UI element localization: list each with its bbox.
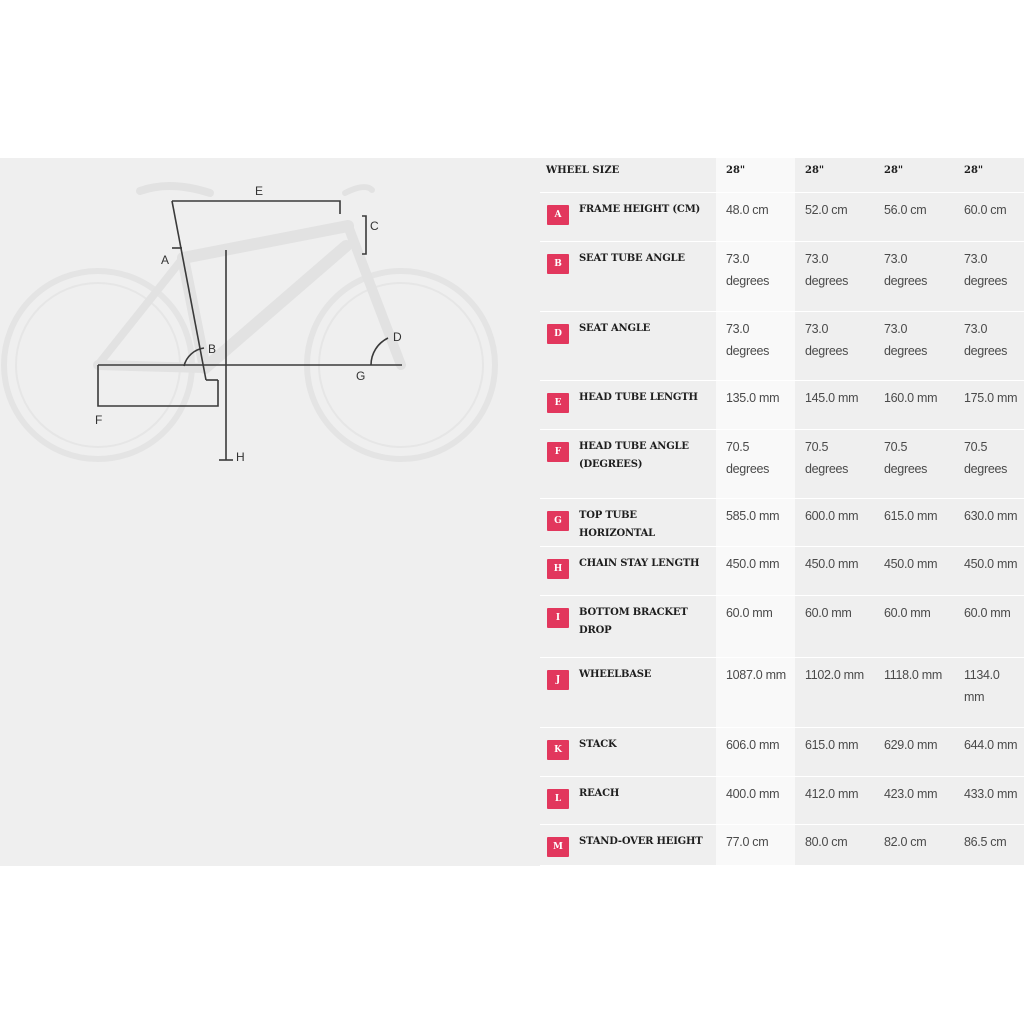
table-row: [540, 776, 1024, 824]
row-value-cell: [716, 192, 795, 241]
row-badge: A: [547, 205, 569, 225]
wheel-size-col-3: 28": [874, 158, 954, 192]
row-value-cell: [716, 311, 795, 380]
row-value-cell: [874, 192, 954, 241]
wheel-size-col-2: 28": [795, 158, 874, 192]
row-value-cell: [716, 776, 795, 824]
wheel-size-col-4: 28": [954, 158, 1024, 192]
row-value: 615.0 mm: [884, 508, 938, 523]
row-value: 644.0 mm: [964, 737, 1018, 752]
row-value: 60.0 mm: [726, 605, 773, 620]
row-value: 70.5 degrees: [964, 439, 1008, 476]
row-label-cell: [540, 192, 716, 241]
row-value-cell: [954, 241, 1024, 311]
diagram-label-c: C: [370, 219, 379, 233]
row-value: 56.0 cm: [884, 202, 927, 217]
row-value-cell: [795, 776, 874, 824]
row-value: 86.5 cm: [964, 834, 1007, 849]
row-badge: H: [547, 559, 569, 579]
row-label: WHEELBASE: [579, 668, 652, 680]
row-value-cell: [874, 595, 954, 657]
row-value-cell: [795, 498, 874, 546]
row-value-cell: [874, 776, 954, 824]
bike-geometry-diagram: [0, 158, 520, 488]
row-value: 70.5 degrees: [726, 439, 770, 476]
row-value: 160.0 mm: [884, 390, 938, 405]
row-label-cell: [540, 429, 716, 498]
row-value: 48.0 cm: [726, 202, 769, 217]
bike-diagram-svg: [0, 158, 520, 488]
row-value: 450.0 mm: [884, 556, 938, 571]
row-badge: F: [547, 442, 569, 462]
row-value-cell: [954, 380, 1024, 429]
row-label: FRAME HEIGHT (CM): [579, 203, 701, 215]
row-value-cell: [874, 727, 954, 776]
row-value: 73.0 degrees: [805, 321, 849, 358]
row-value: 73.0 degrees: [805, 251, 849, 288]
row-badge: L: [547, 789, 569, 809]
table-row: [540, 546, 1024, 595]
row-value-cell: [795, 595, 874, 657]
row-label: SEAT TUBE ANGLE: [579, 252, 685, 264]
row-value-cell: [954, 546, 1024, 595]
table-row: [540, 824, 1024, 865]
row-value-cell: [716, 657, 795, 727]
row-label-cell: [540, 776, 716, 824]
row-value-cell: [716, 546, 795, 595]
row-value-cell: [716, 727, 795, 776]
row-value: 433.0 mm: [964, 786, 1018, 801]
row-value-cell: [874, 429, 954, 498]
row-value: 135.0 mm: [726, 390, 780, 405]
row-value-cell: [795, 657, 874, 727]
row-value: 630.0 mm: [964, 508, 1018, 523]
row-value: 145.0 mm: [805, 390, 859, 405]
row-value: 1134.0 mm: [964, 667, 1000, 704]
row-label: STAND-OVER HEIGHT: [579, 835, 703, 847]
row-value-cell: [874, 241, 954, 311]
row-label-cell: [540, 657, 716, 727]
row-value: 70.5 degrees: [805, 439, 849, 476]
row-label-cell: [540, 380, 716, 429]
row-value-cell: [795, 380, 874, 429]
row-value-cell: [795, 824, 874, 865]
row-value: 1087.0 mm: [726, 667, 786, 682]
row-value-cell: [874, 824, 954, 865]
table-row: [540, 192, 1024, 241]
diagram-label-e: E: [255, 184, 264, 198]
row-value-cell: [954, 595, 1024, 657]
table-row: [540, 498, 1024, 546]
row-label: TOP TUBE HORIZONTAL: [579, 509, 655, 539]
row-value: 1118.0 mm: [884, 667, 942, 682]
row-badge: G: [547, 511, 569, 531]
row-value-cell: [874, 657, 954, 727]
row-value: 60.0 mm: [964, 605, 1011, 620]
row-value-cell: [716, 380, 795, 429]
table-row: [540, 311, 1024, 380]
row-badge: I: [547, 608, 569, 628]
bike-frame: [98, 186, 401, 368]
row-value-cell: [954, 776, 1024, 824]
row-label-cell: [540, 824, 716, 865]
row-badge: K: [547, 740, 569, 760]
row-badge: E: [547, 393, 569, 413]
row-value: 585.0 mm: [726, 508, 780, 523]
row-value-cell: [716, 595, 795, 657]
row-value: 77.0 cm: [726, 834, 769, 849]
row-value-cell: [954, 498, 1024, 546]
row-value: 175.0 mm: [964, 390, 1018, 405]
row-label: HEAD TUBE LENGTH: [579, 391, 698, 403]
row-value: 606.0 mm: [726, 737, 780, 752]
row-value-cell: [874, 380, 954, 429]
table-row: [540, 429, 1024, 498]
row-value: 450.0 mm: [805, 556, 859, 571]
row-value-cell: [716, 241, 795, 311]
geometry-table-container: [540, 158, 1024, 866]
row-value-cell: [716, 429, 795, 498]
row-value: 600.0 mm: [805, 508, 859, 523]
table-row: [540, 657, 1024, 727]
row-label-cell: [540, 727, 716, 776]
row-label: CHAIN STAY LENGTH: [579, 557, 700, 569]
row-value: 73.0 degrees: [884, 251, 928, 288]
row-value-cell: [954, 657, 1024, 727]
row-value: 73.0 degrees: [964, 321, 1008, 358]
diagram-label-a: A: [161, 253, 170, 267]
row-value: 73.0 degrees: [726, 321, 770, 358]
row-label: SEAT ANGLE: [579, 322, 651, 334]
row-label-cell: [540, 595, 716, 657]
row-value-cell: [874, 546, 954, 595]
table-row: [540, 241, 1024, 311]
row-value-cell: [716, 498, 795, 546]
row-label: BOTTOM BRACKET DROP: [579, 606, 688, 636]
row-value: 412.0 mm: [805, 786, 859, 801]
row-label-cell: [540, 498, 716, 546]
diagram-label-g: G: [356, 369, 366, 383]
row-value: 400.0 mm: [726, 786, 780, 801]
row-value: 60.0 mm: [805, 605, 852, 620]
row-value: 70.5 degrees: [884, 439, 928, 476]
table-row: [540, 380, 1024, 429]
diagram-label-d: D: [393, 330, 402, 344]
row-value-cell: [795, 429, 874, 498]
row-value: 1102.0 mm: [805, 667, 864, 682]
row-value: 60.0 mm: [884, 605, 931, 620]
table-row: [540, 595, 1024, 657]
wheel-size-col-1: 28": [716, 158, 795, 192]
diagram-label-h: H: [236, 450, 245, 464]
row-badge: M: [547, 837, 569, 857]
row-label: STACK: [579, 738, 617, 750]
row-value-cell: [874, 498, 954, 546]
row-value-cell: [954, 727, 1024, 776]
diagram-label-f: F: [95, 413, 103, 427]
row-value: 60.0 cm: [964, 202, 1007, 217]
row-value-cell: [954, 824, 1024, 865]
row-value: 615.0 mm: [805, 737, 859, 752]
row-value-cell: [954, 429, 1024, 498]
row-value-cell: [795, 546, 874, 595]
geometry-table: [540, 158, 1024, 866]
wheel-size-header: WHEEL SIZE: [540, 158, 716, 192]
diagram-label-b: B: [208, 342, 217, 356]
row-label-cell: [540, 311, 716, 380]
row-value: 450.0 mm: [964, 556, 1018, 571]
row-value: 52.0 cm: [805, 202, 848, 217]
row-value: 73.0 degrees: [726, 251, 770, 288]
row-value-cell: [954, 192, 1024, 241]
row-value-cell: [954, 311, 1024, 380]
row-value-cell: [795, 727, 874, 776]
row-badge: J: [547, 670, 569, 690]
row-badge: D: [547, 324, 569, 344]
table-row: [540, 727, 1024, 776]
row-value: 629.0 mm: [884, 737, 938, 752]
row-label-cell: [540, 241, 716, 311]
row-value-cell: [795, 311, 874, 380]
row-value: 82.0 cm: [884, 834, 927, 849]
row-value-cell: [716, 824, 795, 865]
row-value: 80.0 cm: [805, 834, 848, 849]
row-value: 73.0 degrees: [964, 251, 1008, 288]
row-label: REACH: [579, 787, 620, 799]
row-value-cell: [874, 311, 954, 380]
table-header-row: [540, 158, 1024, 192]
row-value: 450.0 mm: [726, 556, 780, 571]
row-value-cell: [795, 241, 874, 311]
row-badge: B: [547, 254, 569, 274]
row-value: 73.0 degrees: [884, 321, 928, 358]
row-label: HEAD TUBE ANGLE (DEGREES): [579, 440, 689, 470]
row-value: 423.0 mm: [884, 786, 938, 801]
row-label-cell: [540, 546, 716, 595]
row-value-cell: [795, 192, 874, 241]
